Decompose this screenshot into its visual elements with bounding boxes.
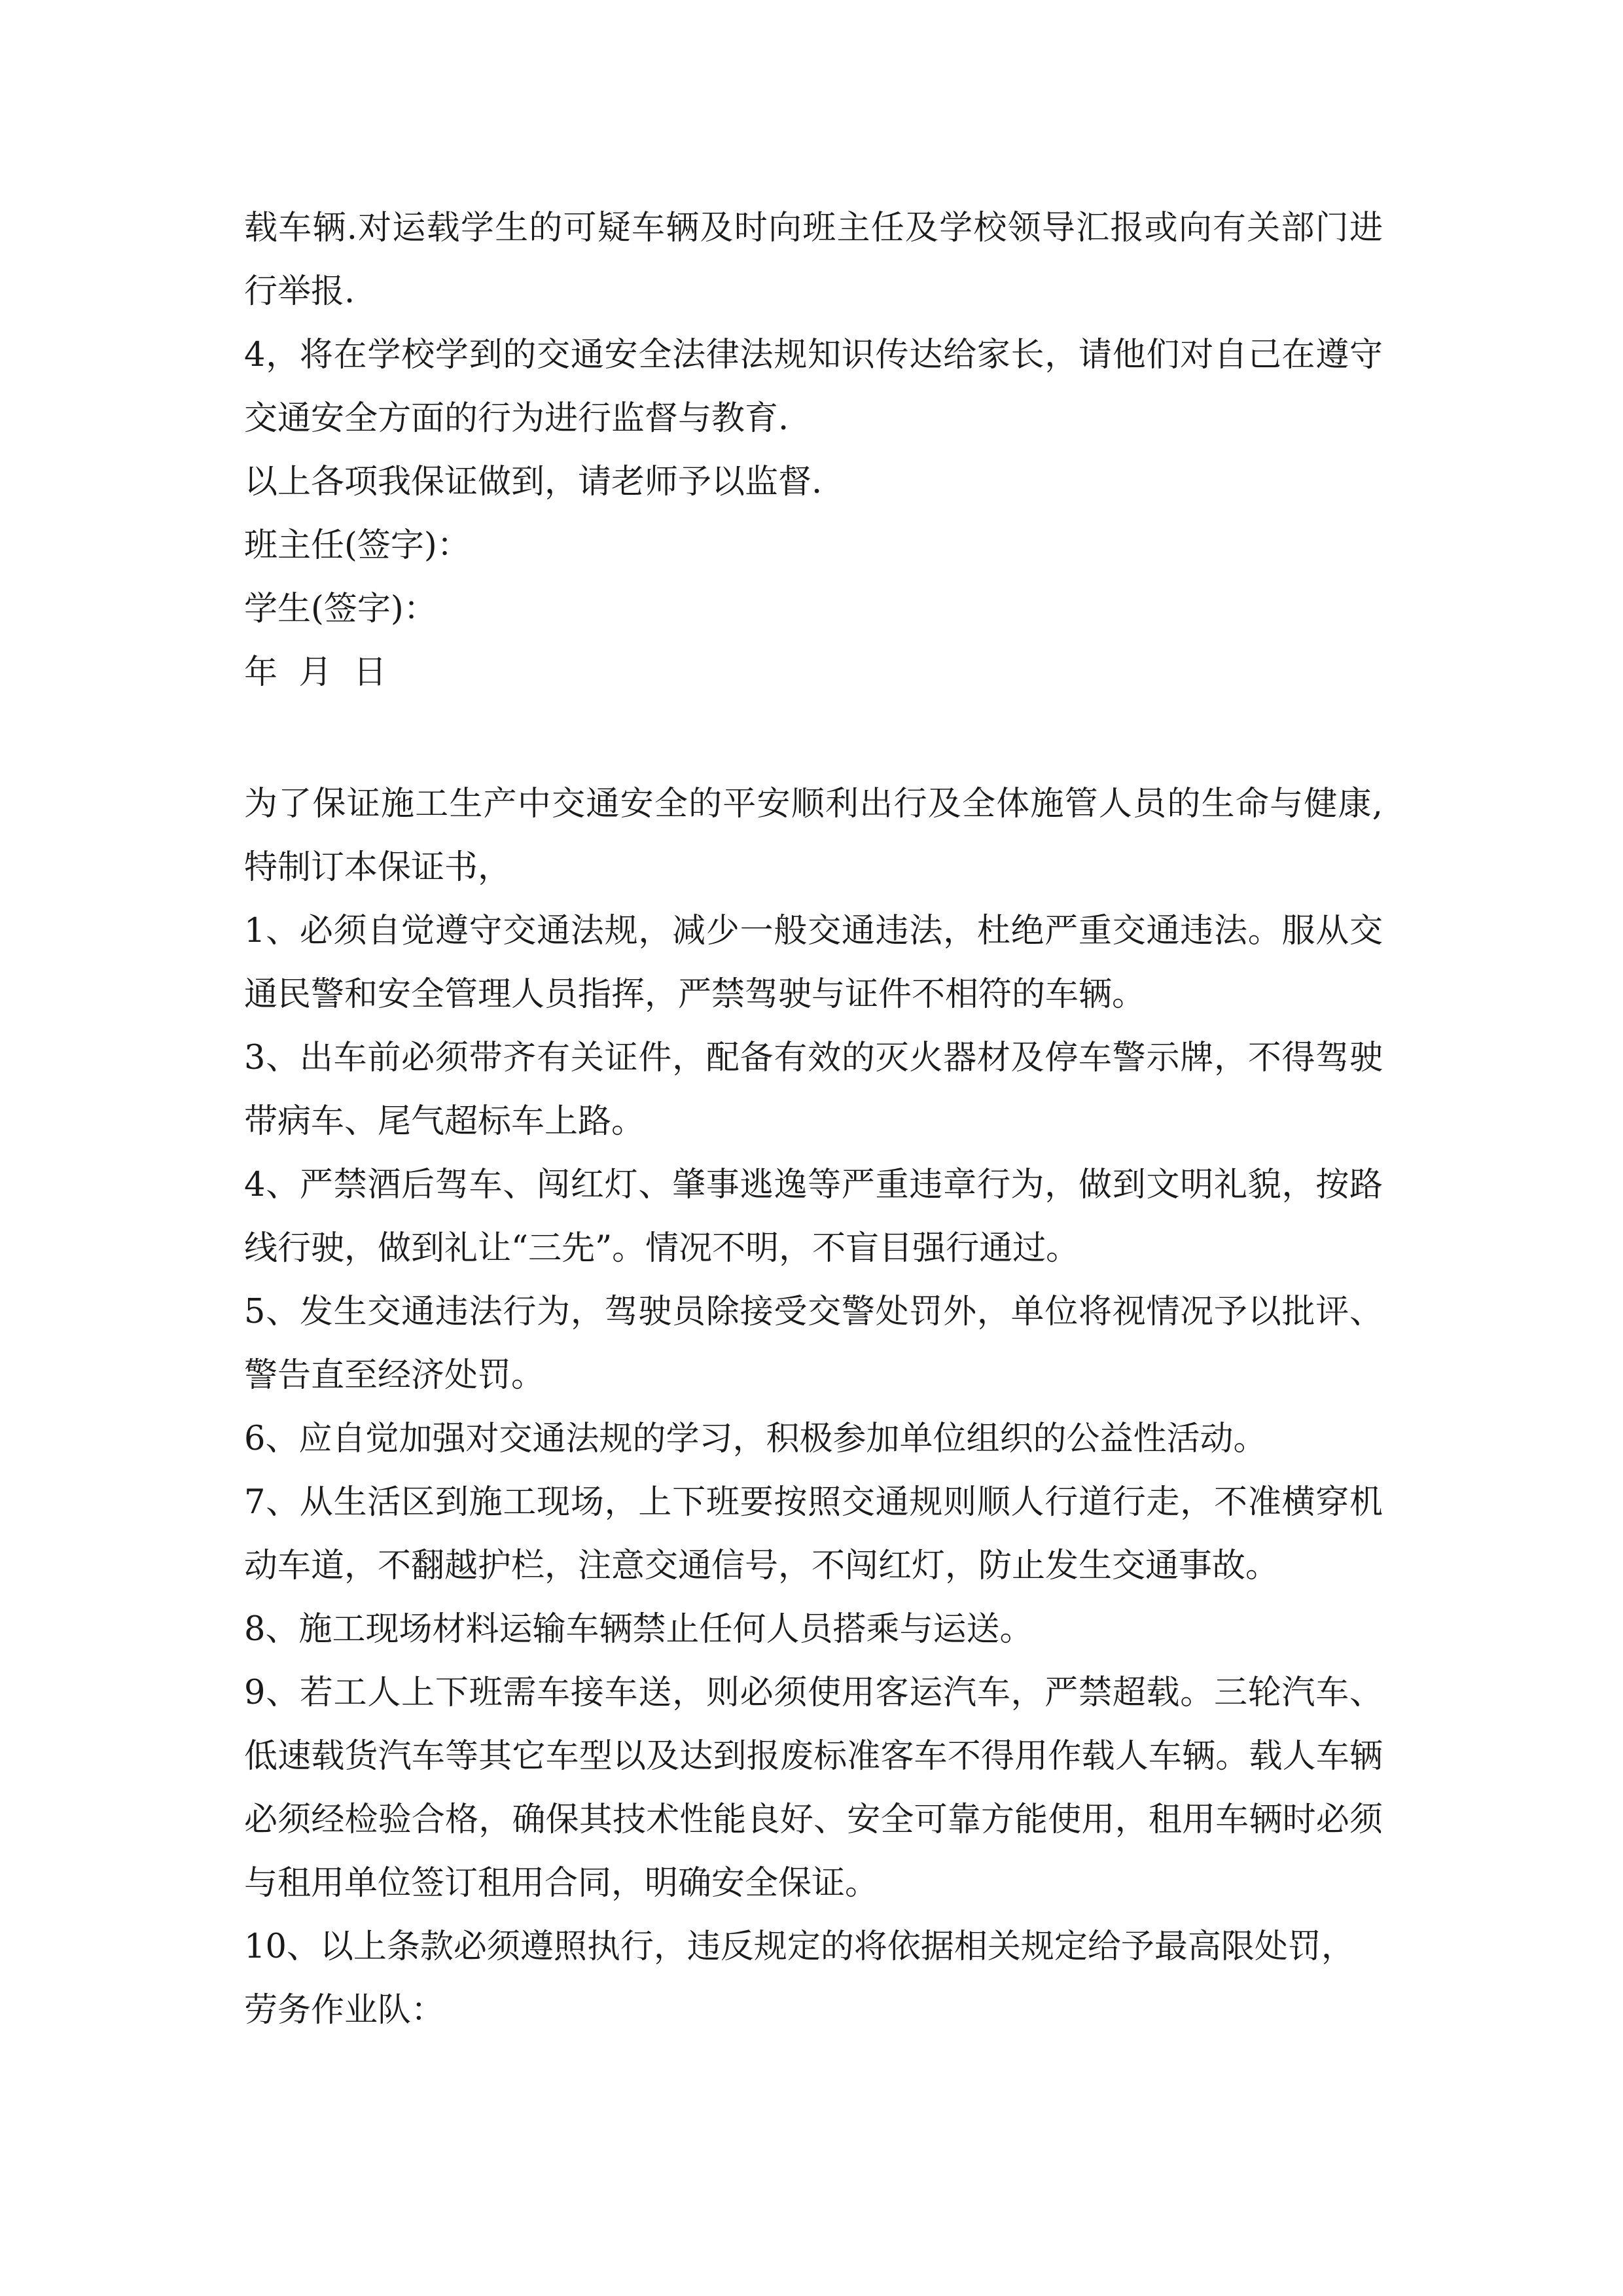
signature-line-student: 学生(签字)： [244,590,437,628]
signature-line-teacher: 班主任(签字)： [244,526,471,565]
signature-line-labor-team: 劳务作业队： [244,1991,445,2030]
paragraph: 为了保证施工生产中交通安全的平安顺利出行及全体施管人员的生命与健康,特制订本保证书， [244,785,1383,887]
paragraph: 载车辆.对运载学生的可疑车辆及时向班主任及学校领导汇报或向有关部门进行举报. [244,209,1383,311]
paragraph: 5、发生交通违法行为，驾驶员除接受交警处罚外，单位将视情况予以批评、警告直至经济处罚。 [244,1293,1383,1395]
paragraph: 10、以上条款必须遵照执行，违反规定的将依据相关规定给予最高限处罚， [244,1928,1355,1966]
paragraph: 以上各项我保证做到，请老师予以监督. [244,463,823,501]
pledge-section-student [244,196,1383,704]
pledge-section-construction [244,772,1383,2042]
paragraph: 3、出车前必须带齐有关证件，配备有效的灭火器材及停车警示牌，不得驾驶带病车、尾气超标车上路。 [244,1039,1383,1141]
paragraph: 4、严禁酒后驾车、闯红灯、肇事逃逸等严重违章行为，做到文明礼貌，按路线行驶，做到礼让“三先”。情况不明，不盲目强行通过。 [244,1166,1383,1268]
paragraph: 8、施工现场材料运输车辆禁止任何人员搭乘与运送。 [244,1610,1033,1649]
paragraph: 6、应自觉加强对交通法规的学习，积极参加单位组织的公益性活动。 [244,1420,1267,1458]
paragraph: 9、若工人上下班需车接车送，则必须使用客运汽车，严禁超载。三轮汽车、低速载货汽车等其它车型以及达到报废标准客车不得用作载人车辆。载人车辆必须经检验合格，确保其技术性能良好、安全可靠方能使用，租用车辆时必须与租用单位签订租用合同，明确安全保证。 [244,1674,1383,1903]
date-line: 年 月 日 [244,653,387,692]
paragraph: 7、从生活区到施工现场，上下班要按照交通规则顺人行道行走，不准横穿机动车道，不翻越护栏，注意交通信号，不闯红灯，防止发生交通事故。 [244,1483,1383,1585]
paragraph: 4，将在学校学到的交通安全法律法规知识传达给家长，请他们对自己在遵守交通安全方面的行为进行监督与教育. [244,336,1383,438]
paragraph: 1、必须自觉遵守交通法规，减少一般交通违法，杜绝严重交通违法。服从交通民警和安全管理人员指挥，严禁驾驶与证件不相符的车辆。 [244,912,1383,1014]
